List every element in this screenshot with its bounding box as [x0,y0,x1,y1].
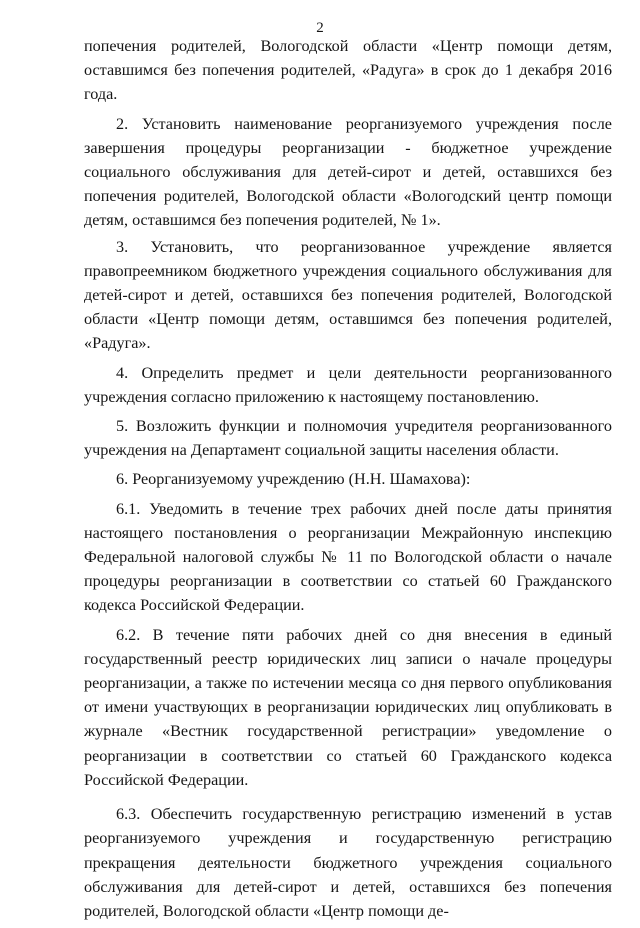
paragraph-item-2: 2. Установить наименование реорганизуемого учреждения после завершения процедуры реорганизации - бюджетное учреждение социального обслуживания для детей-сирот и детей, оставшихся без попечения родителей, Вологодской области «Вологодский центр помощи детям, оставшимся без попечения родителей, № 1». [84,114,612,230]
page-number: 2 [316,20,324,36]
paragraph-item-3: 3. Установить, что реорганизованное учреждение является правопреемником бюджетного учреждения социального обслуживания для детей-сирот и детей, оставшихся без попечения родителей, Вологодской области «Центр помощи детям, оставшимся без попечения родителей, «Радуга». [84,237,612,353]
paragraph-item-4: 4. Определить предмет и цели деятельности реорганизованного учреждения согласно приложению к настоящему постановлению. [84,363,612,406]
paragraph-item-6: 6. Реорганизуемому учреждению (Н.Н. Шамахова): [116,470,471,489]
paragraph-item-6-1: 6.1. Уведомить в течение трех рабочих дней после даты принятия настоящего постановления о реорганизации Межрайонную инспекцию Федеральной налоговой службы № 11 по Вологодской области о начале процедуры реорганизации в соответствии со статьей 60 Гражданского кодекса Российской Федерации. [84,499,612,615]
document-body [84,34,612,928]
paragraph-continuation: попечения родителей, Вологодской области «Центр помощи детям, оставшимся без попечения родителей, «Радуга» в срок до 1 декабря 2016 года. [84,37,612,104]
paragraph-item-6-3: 6.3. Обеспечить государственную регистрацию изменений в устав реорганизуемого учреждения и государственную регистрацию прекращения деятельности бюджетного учреждения социального обслуживания для детей-сирот и детей, оставшихся без попечения родителей, Вологодской области «Центр помощи де- [84,805,612,920]
paragraph-item-5: 5. Возложить функции и полномочия учредителя реорганизованного учреждения на Департамент социальной защиты населения области. [84,417,612,460]
paragraph-item-6-2: 6.2. В течение пяти рабочих дней со дня внесения в единый государственный реестр юридических лиц записи о начале процедуры реорганизации, а также по истечении месяца со дня первого опубликования от имени участвующих в реорганизации юридических лиц опубликовать в журнале «Вестник государственной регистрации» уведомление о реорганизации в соответствии со статьей 60 Гражданского кодекса Российской Федерации. [84,625,612,789]
